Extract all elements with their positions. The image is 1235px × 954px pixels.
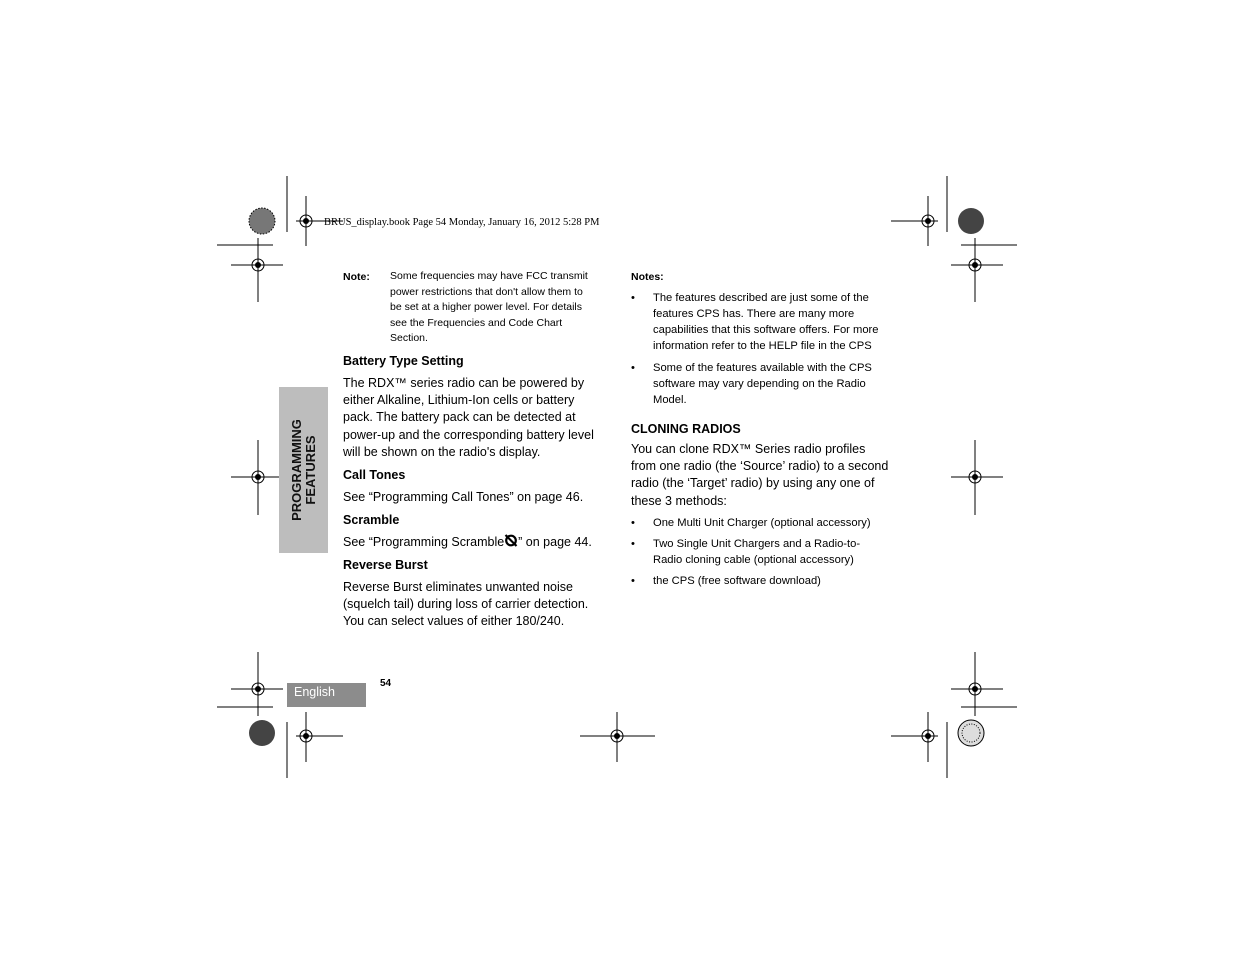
section-side-tab: [279, 387, 328, 553]
bullet-icon: •: [631, 575, 635, 587]
battery-type-paragraph: The RDX™ series radio can be powered by either Alkaline, Lithium-Ion cells or battery pack. The battery pack can be detected at power-up and the corresponding battery level will be shown on the radio's display.: [343, 376, 594, 459]
notes-label: Notes:: [631, 271, 664, 283]
scramble-paragraph: See “Programming Scramble ” on page 44.: [343, 535, 592, 549]
bullet-icon: •: [631, 292, 635, 304]
star-target-icon: [249, 208, 275, 234]
list-item: • One Multi Unit Charger (optional accessory): [631, 517, 871, 529]
call-tones-heading: Call Tones: [343, 468, 406, 482]
note-label: Note:: [343, 271, 370, 283]
star-target-icon: [249, 720, 275, 746]
reverse-burst-paragraph: Reverse Burst eliminates unwanted noise (squelch tail) during loss of carrier detection. You can select values of either 180/240.: [343, 580, 589, 629]
page-header: BRUS_display.book Page 54 Monday, January 16, 2012 5:28 PM: [324, 217, 600, 228]
star-target-icon: [958, 208, 984, 234]
side-tab-line-1: PROGRAMMING: [288, 419, 304, 521]
note-text: Some frequencies may have FCC transmit power restrictions that don't allow them to be set at a higher power level. For details see the Frequencies and Code Chart Section.: [390, 270, 588, 345]
side-tab-line-2: FEATURES: [302, 435, 318, 505]
crosshair-icon: [231, 238, 283, 302]
list-item: • Some of the features available with the CPS software may vary depending on the Radio Model.: [631, 362, 872, 406]
crosshair-icon: [296, 712, 343, 762]
crosshair-icon: [891, 712, 938, 762]
scramble-heading: Scramble: [343, 513, 400, 527]
crosshair-icon: [231, 652, 283, 716]
star-target-icon: [958, 720, 984, 746]
list-item: • The features described are just some of the features CPS has. There are many more capabilities that this software offers. For more information refer to the HELP file in the CPS: [631, 292, 879, 352]
bullet-icon: •: [631, 517, 635, 529]
scramble-icon: [504, 534, 518, 547]
list-item: • Two Single Unit Chargers and a Radio-to- Radio cloning cable (optional accessory): [631, 538, 861, 566]
call-tones-paragraph: See “Programming Call Tones” on page 46.: [343, 490, 584, 504]
crosshair-icon: [951, 238, 1003, 302]
list-item: • the CPS (free software download): [631, 575, 821, 587]
battery-type-heading: Battery Type Setting: [343, 354, 464, 368]
bullet-icon: •: [631, 538, 635, 550]
crosshair-icon: [951, 652, 1003, 716]
cloning-radios-heading: CLONING RADIOS: [631, 422, 741, 436]
page-number: 54: [380, 678, 392, 689]
bullet-icon: •: [631, 362, 635, 374]
reverse-burst-heading: Reverse Burst: [343, 558, 428, 572]
cloning-radios-paragraph: You can clone RDX™ Series radio profiles from one radio (the ‘Source’ radio) to a second radio (the ‘Target’ radio) by using any one of these 3 methods:: [631, 442, 889, 508]
language-tab: English: [287, 683, 366, 707]
